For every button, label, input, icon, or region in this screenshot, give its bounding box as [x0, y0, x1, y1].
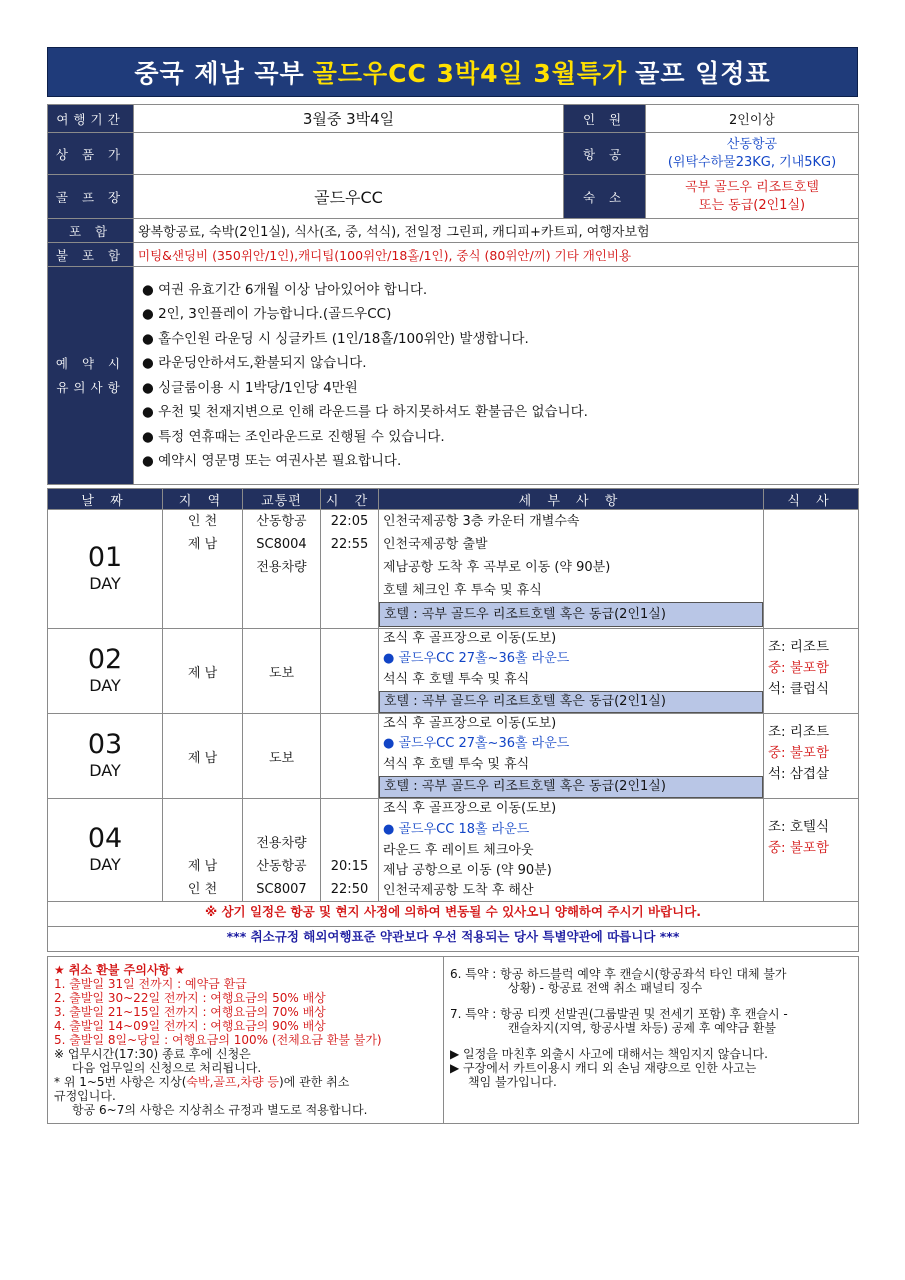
hotel-line: 호텔 : 곡부 골드우 리조트호텔 혹은 동급(2인1실)	[379, 602, 763, 627]
ground-note-3: 항공 6~7의 사항은 지상취소 규정과 별도로 적용합니다.	[72, 1103, 368, 1117]
header-meals: 식 사	[764, 489, 859, 510]
header-date: 날 짜	[48, 489, 163, 510]
round-icon: ●	[383, 822, 395, 837]
header-region: 지 역	[163, 489, 243, 510]
details-cell: 인천국제공항 3층 카운터 개별수속 인천국제공항 출발 제남공항 도착 후 곡부로 이동 (약 90분) 호텔 체크인 후 투숙 및 휴식 호텔 : 곡부 골드우 리조트호텔 혹은 동급(2인1실)	[379, 510, 764, 629]
time-cell: 20:15 22:50	[321, 799, 379, 902]
notes-list	[134, 267, 859, 485]
cancel-table	[47, 956, 859, 1124]
note-item: ● 홀수인원 라운딩 시 싱글카트 (1인/18홀/100위안) 발생합니다.	[142, 330, 529, 347]
lodging-value	[646, 175, 859, 219]
page-title	[47, 47, 858, 97]
day-row	[48, 799, 859, 902]
time-cell: 22:05 22:55	[321, 510, 379, 629]
note-item: ● 우천 및 천재지변으로 인해 라운드를 다 하지못하셔도 환불금은 없습니다.	[142, 404, 588, 420]
day-cell: 02 DAY	[48, 629, 163, 714]
info-table	[47, 104, 859, 485]
lodging-line2: 또는 동급(2인1실)	[698, 197, 806, 213]
day-row	[48, 510, 859, 629]
details-cell: 조식 후 골프장으로 이동(도보) ● 골드우CC 18홀 라운드 라운드 후 레이트 체크아웃 제남 공항으로 이동 (약 90분) 인천국제공항 도착 후 해산	[379, 799, 764, 902]
meals-cell: 조: 리조트 중: 불포함 석: 삼겹살	[764, 714, 859, 799]
airline-line2: (위탁수하물23KG, 기내5KG)	[667, 154, 837, 170]
disclaimer-1: ▶ 일정을 마친후 외출시 사고에 대해서는 책임지지 않습니다.	[450, 1047, 768, 1061]
time-cell	[321, 629, 379, 714]
transport-cell: 전용차량 산동항공 SC8007	[243, 799, 321, 902]
exclude-value: 미팅&샌딩비 (350위안/1인),캐디팁(100위안/18홀/1인), 중식 (80위안/끼) 기타 개인비용	[134, 243, 859, 267]
cancel-right: 6. 특약 : 항공 하드블럭 예약 후 캔슬시(항공좌석 타인 대체 불가 상황) - 항공료 전액 취소 패널티 징수 7. 특약 : 항공 티켓 선발권(그룹발권 및 전세기 포함) 후 캔슬시 - 캔슬차지(지역, 항공사별 차등) 공제 후 예약금 환불 ▶ 일정을 마친후 외출시 사고에 대해서는 책임지지 않습니다. ▶ 구장에서 카트이용시 캐디 외 손님 재량으로 인한 사고는 책임 불가입니다.	[444, 957, 859, 1124]
region-cell: 인 천 제 남	[163, 510, 243, 629]
round-icon: ●	[383, 651, 395, 666]
include-value: 왕복항공료, 숙박(2인1실), 식사(조, 중, 석식), 전일정 그린피, 캐디피+카트피, 여행자보험	[134, 219, 859, 243]
meals-cell	[764, 510, 859, 629]
hotel-line: 호텔 : 곡부 골드우 리조트호텔 혹은 동급(2인1실)	[379, 691, 763, 713]
include-label: 포 함	[48, 219, 134, 243]
title-part2: 골프 일정표	[635, 59, 771, 88]
cancel-item: 5. 출발일 8일~당일 : 여행요금의 100% (전체요금 환불 불가)	[54, 1033, 382, 1047]
people-label: 인 원	[564, 105, 646, 133]
office-note-1: ※ 업무시간(17:30) 종료 후에 신청은	[54, 1047, 251, 1061]
ground-note-2: 규정입니다.	[54, 1089, 116, 1103]
note-item: ● 예약시 영문명 또는 여권사본 필요합니다.	[142, 453, 402, 469]
lodging-label: 숙 소	[564, 175, 646, 219]
office-note-2: 다음 업무일의 신청으로 처리됩니다.	[72, 1061, 262, 1075]
day-cell: 04 DAY	[48, 799, 163, 902]
cancel-rule-notice: *** 취소규정 해외여행표준 약관보다 우선 적용되는 당사 특별약관에 따릅니다 ***	[48, 927, 859, 952]
region-cell: 제 남 인 천	[163, 799, 243, 902]
details-cell: 조식 후 골프장으로 이동(도보) ● 골드우CC 27홀~36홀 라운드 석식 후 호텔 투숙 및 휴식 호텔 : 곡부 골드우 리조트호텔 혹은 동급(2인1실)	[379, 714, 764, 799]
special-clause-6: 6. 특약 : 항공 하드블럭 예약 후 캔슬시(항공좌석 타인 대체 불가	[450, 967, 787, 981]
day-row	[48, 714, 859, 799]
notes-label-line2: 유의사항	[56, 379, 125, 395]
ground-note: * 위 1~5번 사항은 지상(숙박,골프,차량 등)에 관한 취소	[54, 1075, 350, 1089]
cancel-item: 3. 출발일 21~15일 전까지 : 여행요금의 70% 배상	[54, 1005, 326, 1019]
meals-cell: 조: 호텔식 중: 불포함	[764, 799, 859, 902]
cancel-item: 4. 출발일 14~09일 전까지 : 여행요금의 90% 배상	[54, 1019, 326, 1033]
title-highlight: 골드우CC 3박4일 3월특가	[312, 59, 628, 88]
cancel-left	[48, 957, 444, 1124]
period-value: 3월중 3박4일	[134, 105, 564, 133]
day-cell: 01 DAY	[48, 510, 163, 629]
hotel-line: 호텔 : 곡부 골드우 리조트호텔 혹은 동급(2인1실)	[379, 776, 763, 798]
people-value: 2인이상	[646, 105, 859, 133]
schedule-table	[47, 488, 859, 952]
transport-cell: 도보	[243, 629, 321, 714]
price-label: 상 품 가	[48, 133, 134, 175]
note-item: ● 싱글룸이용 시 1박당/1인당 4만원	[142, 379, 358, 396]
cancel-item: 1. 출발일 31일 전까지 : 예약금 환급	[54, 977, 247, 991]
schedule-notice: ※ 상기 일정은 항공 및 현지 사정에 의하여 변동될 수 있사오니 양해하여 주시기 바랍니다.	[48, 902, 859, 927]
note-item: ● 라운딩안하셔도,환불되지 않습니다.	[142, 355, 367, 371]
lodging-line1: 곡부 골드우 리조트호텔	[685, 179, 819, 195]
meals-cell: 조: 리조트 중: 불포함 석: 클럽식	[764, 629, 859, 714]
notes-label-line1: 예 약 시	[55, 355, 126, 371]
details-cell: 조식 후 골프장으로 이동(도보) ● 골드우CC 27홀~36홀 라운드 석식 후 호텔 투숙 및 휴식 호텔 : 곡부 골드우 리조트호텔 혹은 동급(2인1실)	[379, 629, 764, 714]
time-cell	[321, 714, 379, 799]
price-value	[134, 133, 564, 175]
special-clause-7: 7. 특약 : 항공 티켓 선발권(그룹발권 및 전세기 포함) 후 캔슬시 -	[450, 1007, 788, 1021]
cancel-title: ★ 취소 환불 주의사항 ★	[54, 963, 185, 977]
airline-label: 항 공	[564, 133, 646, 175]
transport-cell: 도보	[243, 714, 321, 799]
transport-cell: 산동항공 SC8004 전용차량	[243, 510, 321, 629]
golf-value: 골드우CC	[134, 175, 564, 219]
golf-label: 골 프 장	[48, 175, 134, 219]
note-item: ● 특정 연휴때는 조인라운드로 진행될 수 있습니다.	[142, 428, 445, 445]
disclaimer-2: ▶ 구장에서 카트이용시 캐디 외 손님 재량으로 인한 사고는	[450, 1061, 757, 1075]
region-cell: 제 남	[163, 629, 243, 714]
header-transport: 교통편	[243, 489, 321, 510]
header-details: 세 부 사 항	[379, 489, 764, 510]
airline-line1: 산동항공	[726, 136, 778, 152]
note-item: ● 여권 유효기간 6개월 이상 남아있어야 합니다.	[142, 281, 428, 298]
header-time: 시 간	[321, 489, 379, 510]
round-icon: ●	[383, 736, 395, 751]
period-label: 여행기간	[48, 105, 134, 133]
title-part1: 중국 제남 곡부	[134, 59, 305, 88]
exclude-label: 불 포 함	[48, 243, 134, 267]
day-cell: 03 DAY	[48, 714, 163, 799]
day-row	[48, 629, 859, 714]
cancel-item: 2. 출발일 30~22일 전까지 : 여행요금의 50% 배상	[54, 991, 326, 1005]
region-cell: 제 남	[163, 714, 243, 799]
notes-label	[48, 267, 134, 485]
airline-value	[646, 133, 859, 175]
note-item: ● 2인, 3인플레이 가능합니다.(골드우CC)	[142, 306, 392, 322]
